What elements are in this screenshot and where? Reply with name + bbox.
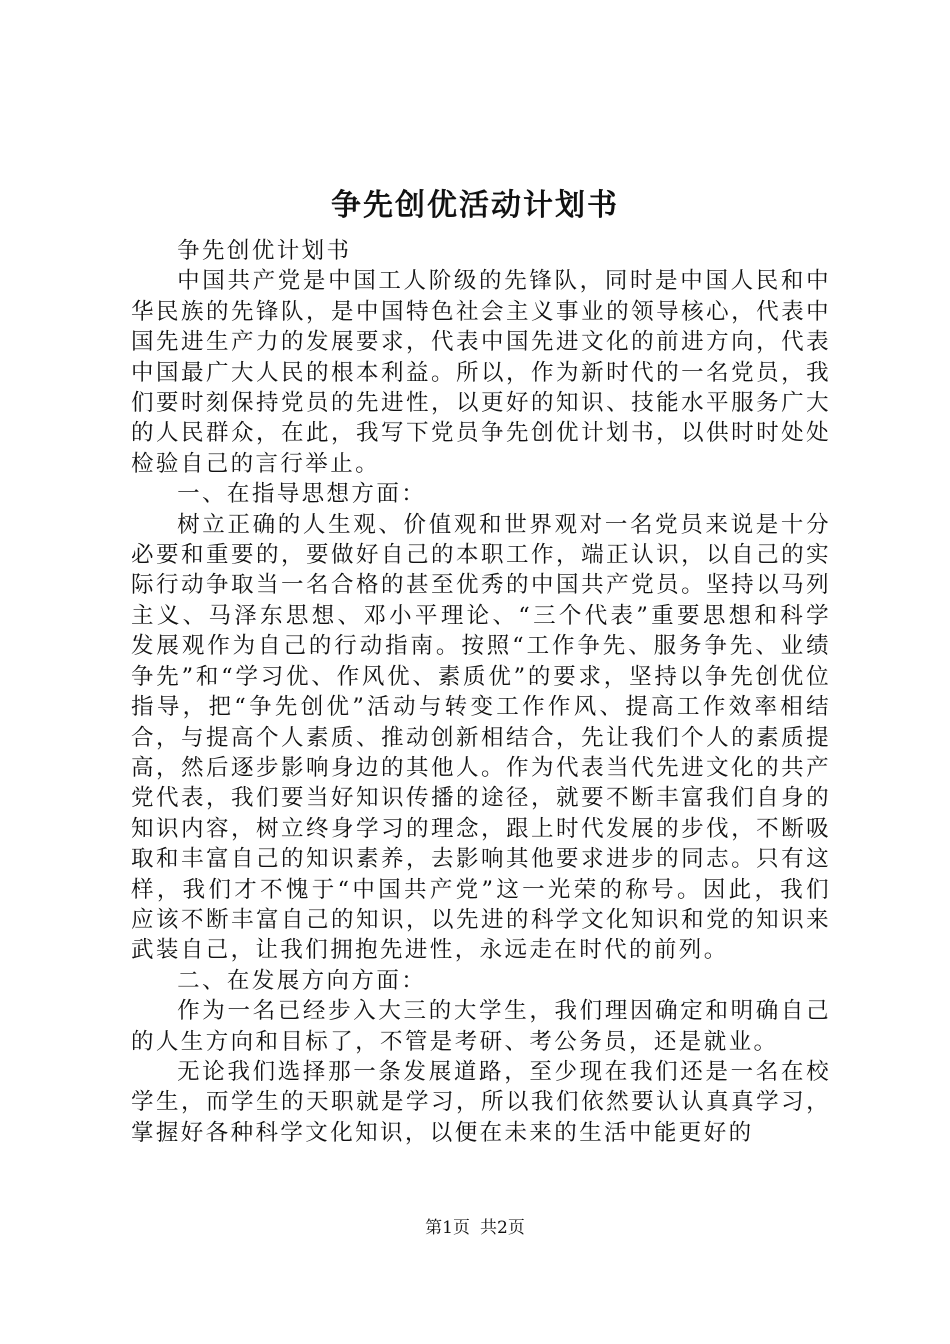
page-number: 第1页 xyxy=(425,1218,470,1238)
document-title: 争先创优活动计划书 xyxy=(331,188,619,223)
section-heading-guiding-thought: 一、在指导思想方面： xyxy=(177,481,427,508)
intro-paragraph: 中国共产党是中国工人阶级的先锋队，同时是中国人民和中华民族的先锋队，是中国特色社会主义事业的领导核心，代表中国先进生产力的发展要求，代表中国先进文化的前进方向，代表中国最广大人民的根本利益。所以，作为新时代的一名党员，我们要时刻保持党员的先进性，以更好的知识、技能水平服务广大的人民群众，在此，我写下党员争先创优计划书，以供时时处处检验自己的言行举止。 xyxy=(131,268,831,477)
page-footer xyxy=(0,1217,950,1239)
section-heading-development-direction: 二、在发展方向方面： xyxy=(177,967,427,994)
document-body xyxy=(131,236,831,1148)
guiding-thought-paragraph: 树立正确的人生观、价值观和世界观对一名党员来说是十分必要和重要的，要做好自己的本职工作，端正认识，以自己的实际行动争取当一名合格的甚至优秀的中国共产党员。坚持以马列主义、马泽东思想、邓小平理论、“三个代表”重要思想和科学发展观作为自己的行动指南。按照“工作争先、服务争先、业绩争先”和“学习优、作风优、素质优”的要求，坚持以争先创优位指导，把“争先创优”活动与转变工作作风、提高工作效率相结合，与提高个人素质、推动创新相结合，先让我们个人的素质提高，然后逐步影响身边的其他人。作为代表当代先进文化的共产党代表，我们要当好知识传播的途径，就要不断丰富我们自身的知识内容，树立终身学习的理念，跟上时代发展的步伐，不断吸取和丰富自己的知识素养，去影响其他要求进步的同志。只有这样，我们才不愧于“中国共产党”这一光荣的称号。因此，我们应该不断丰富自己的知识，以先进的科学文化知识和党的知识来武装自己，让我们拥抱先进性，永远走在时代的前列。 xyxy=(131,511,831,964)
page-total: 共2页 xyxy=(480,1218,525,1238)
study-paragraph: 无论我们选择那一条发展道路，至少现在我们还是一名在校学生，而学生的天职就是学习，所以我们依然要认认真真学习，掌握好各种科学文化知识，以便在未来的生活中能更好的 xyxy=(131,1058,831,1146)
subtitle-paragraph: 争先创优计划书 xyxy=(177,238,352,264)
development-direction-paragraph: 作为一名已经步入大三的大学生，我们理因确定和明确自己的人生方向和目标了，不管是考研、考公务员，还是就业。 xyxy=(131,998,831,1055)
